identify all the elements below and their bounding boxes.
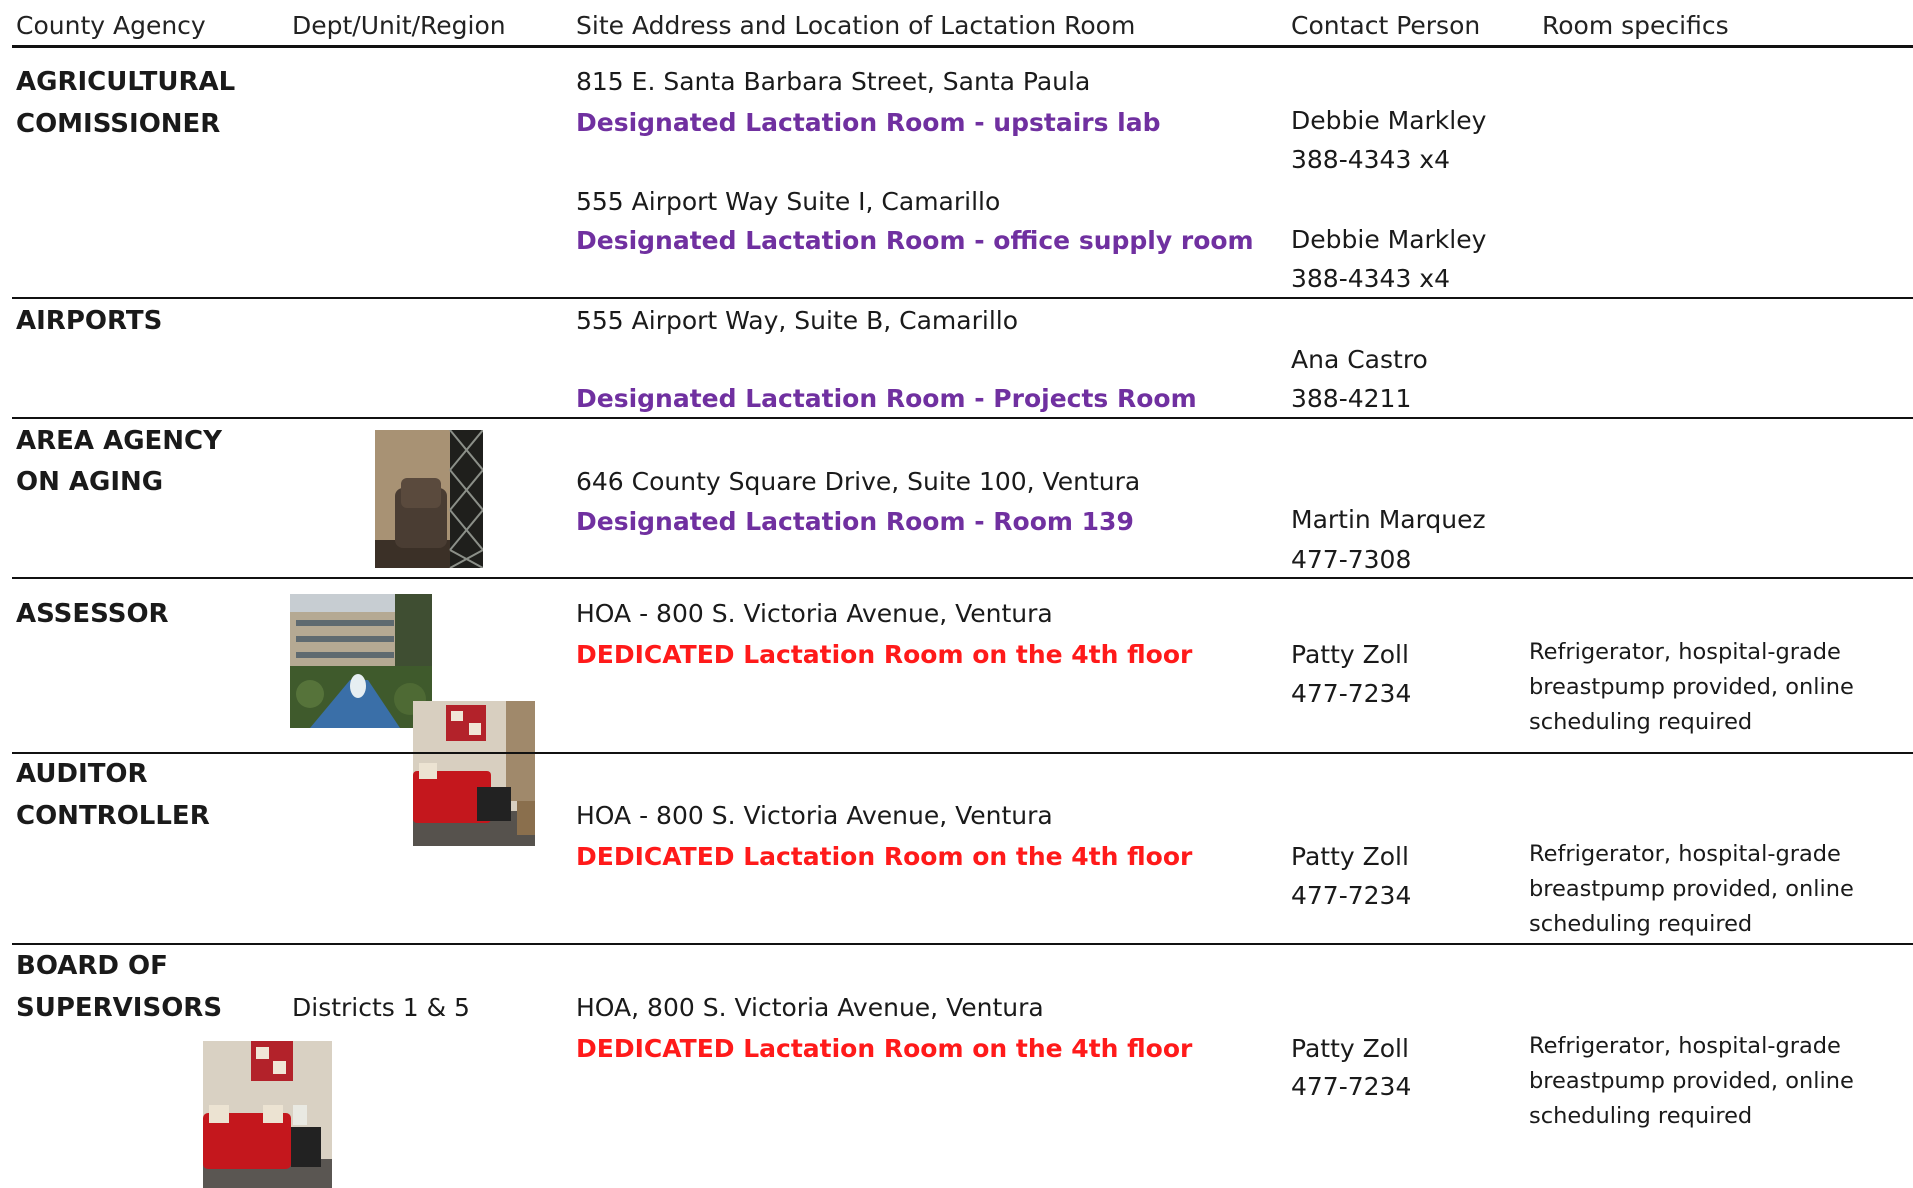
agency-name-line2: SUPERVISORS	[16, 993, 223, 1023]
agency-name-line1: ASSESSOR	[16, 599, 169, 629]
agency-name-line2: CONTROLLER	[16, 801, 210, 831]
header-dept-unit-region: Dept/Unit/Region	[292, 11, 506, 40]
site-address: HOA - 800 S. Victoria Avenue, Ventura	[576, 801, 1053, 830]
agency-name-line1: AREA AGENCY	[16, 426, 222, 456]
agency-name-line1: AUDITOR	[16, 759, 148, 789]
room-specifics-line1: Refrigerator, hospital-grade	[1529, 1033, 1841, 1059]
header-rule	[12, 45, 1913, 48]
row-divider	[12, 943, 1913, 945]
room-specifics-line2: breastpump provided, online	[1529, 876, 1854, 902]
contact-name: Patty Zoll	[1291, 640, 1409, 669]
room-specifics-line1: Refrigerator, hospital-grade	[1529, 841, 1841, 867]
lactation-room-photo	[203, 1041, 332, 1188]
site-address: 555 Airport Way, Suite B, Camarillo	[576, 306, 1019, 335]
lactation-room-photo	[375, 430, 483, 568]
lactation-room-label: Designated Lactation Room - Room 139	[576, 507, 1134, 536]
agency-name-line1: AGRICULTURAL	[16, 67, 236, 97]
contact-name: Ana Castro	[1291, 345, 1428, 374]
agency-name-line2: COMISSIONER	[16, 109, 221, 139]
contact-name: Debbie Markley	[1291, 106, 1487, 135]
contact-phone: 477-7308	[1291, 545, 1412, 574]
lactation-room-label: DEDICATED Lactation Room on the 4th floor	[576, 842, 1193, 871]
site-address: HOA, 800 S. Victoria Avenue, Ventura	[576, 993, 1044, 1022]
lactation-room-photo	[413, 701, 535, 846]
row-divider	[12, 752, 1913, 754]
site-address: HOA - 800 S. Victoria Avenue, Ventura	[576, 599, 1053, 628]
row-divider	[12, 417, 1913, 419]
agency-name-line1: BOARD OF	[16, 951, 168, 981]
contact-phone: 477-7234	[1291, 881, 1412, 910]
site-address: 555 Airport Way Suite I, Camarillo	[576, 187, 1001, 216]
contact-name: Debbie Markley	[1291, 225, 1487, 254]
dept-unit-region: Districts 1 & 5	[292, 993, 470, 1022]
header-contact-person: Contact Person	[1291, 11, 1481, 40]
contact-phone: 388-4343 x4	[1291, 264, 1451, 293]
lactation-room-label: DEDICATED Lactation Room on the 4th floor	[576, 640, 1193, 669]
room-specifics-line1: Refrigerator, hospital-grade	[1529, 639, 1841, 665]
contact-phone: 477-7234	[1291, 1072, 1412, 1101]
header-room-specifics: Room specifics	[1542, 11, 1729, 40]
contact-name: Martin Marquez	[1291, 505, 1486, 534]
agency-name-line1: AIRPORTS	[16, 306, 163, 336]
building-photo	[290, 594, 432, 728]
lactation-room-label: Designated Lactation Room - Projects Room	[576, 384, 1197, 413]
contact-name: Patty Zoll	[1291, 842, 1409, 871]
row-divider	[12, 297, 1913, 299]
header-site-address: Site Address and Location of Lactation Room	[576, 11, 1136, 40]
room-specifics-line3: scheduling required	[1529, 709, 1753, 735]
room-specifics-line3: scheduling required	[1529, 911, 1753, 937]
room-specifics-line2: breastpump provided, online	[1529, 1068, 1854, 1094]
agency-name-line2: ON AGING	[16, 467, 164, 497]
contact-phone: 388-4343 x4	[1291, 145, 1451, 174]
site-address: 646 County Square Drive, Suite 100, Ventura	[576, 467, 1141, 496]
contact-phone: 388-4211	[1291, 384, 1412, 413]
site-address: 815 E. Santa Barbara Street, Santa Paula	[576, 67, 1091, 96]
header-county-agency: County Agency	[16, 11, 206, 40]
contact-phone: 477-7234	[1291, 679, 1412, 708]
lactation-room-label: Designated Lactation Room - office supply room	[576, 226, 1254, 255]
room-specifics-line2: breastpump provided, online	[1529, 674, 1854, 700]
contact-name: Patty Zoll	[1291, 1034, 1409, 1063]
row-divider	[12, 577, 1913, 579]
lactation-room-label: Designated Lactation Room - upstairs lab	[576, 108, 1161, 137]
room-specifics-line3: scheduling required	[1529, 1103, 1753, 1129]
lactation-room-label: DEDICATED Lactation Room on the 4th floor	[576, 1034, 1193, 1063]
